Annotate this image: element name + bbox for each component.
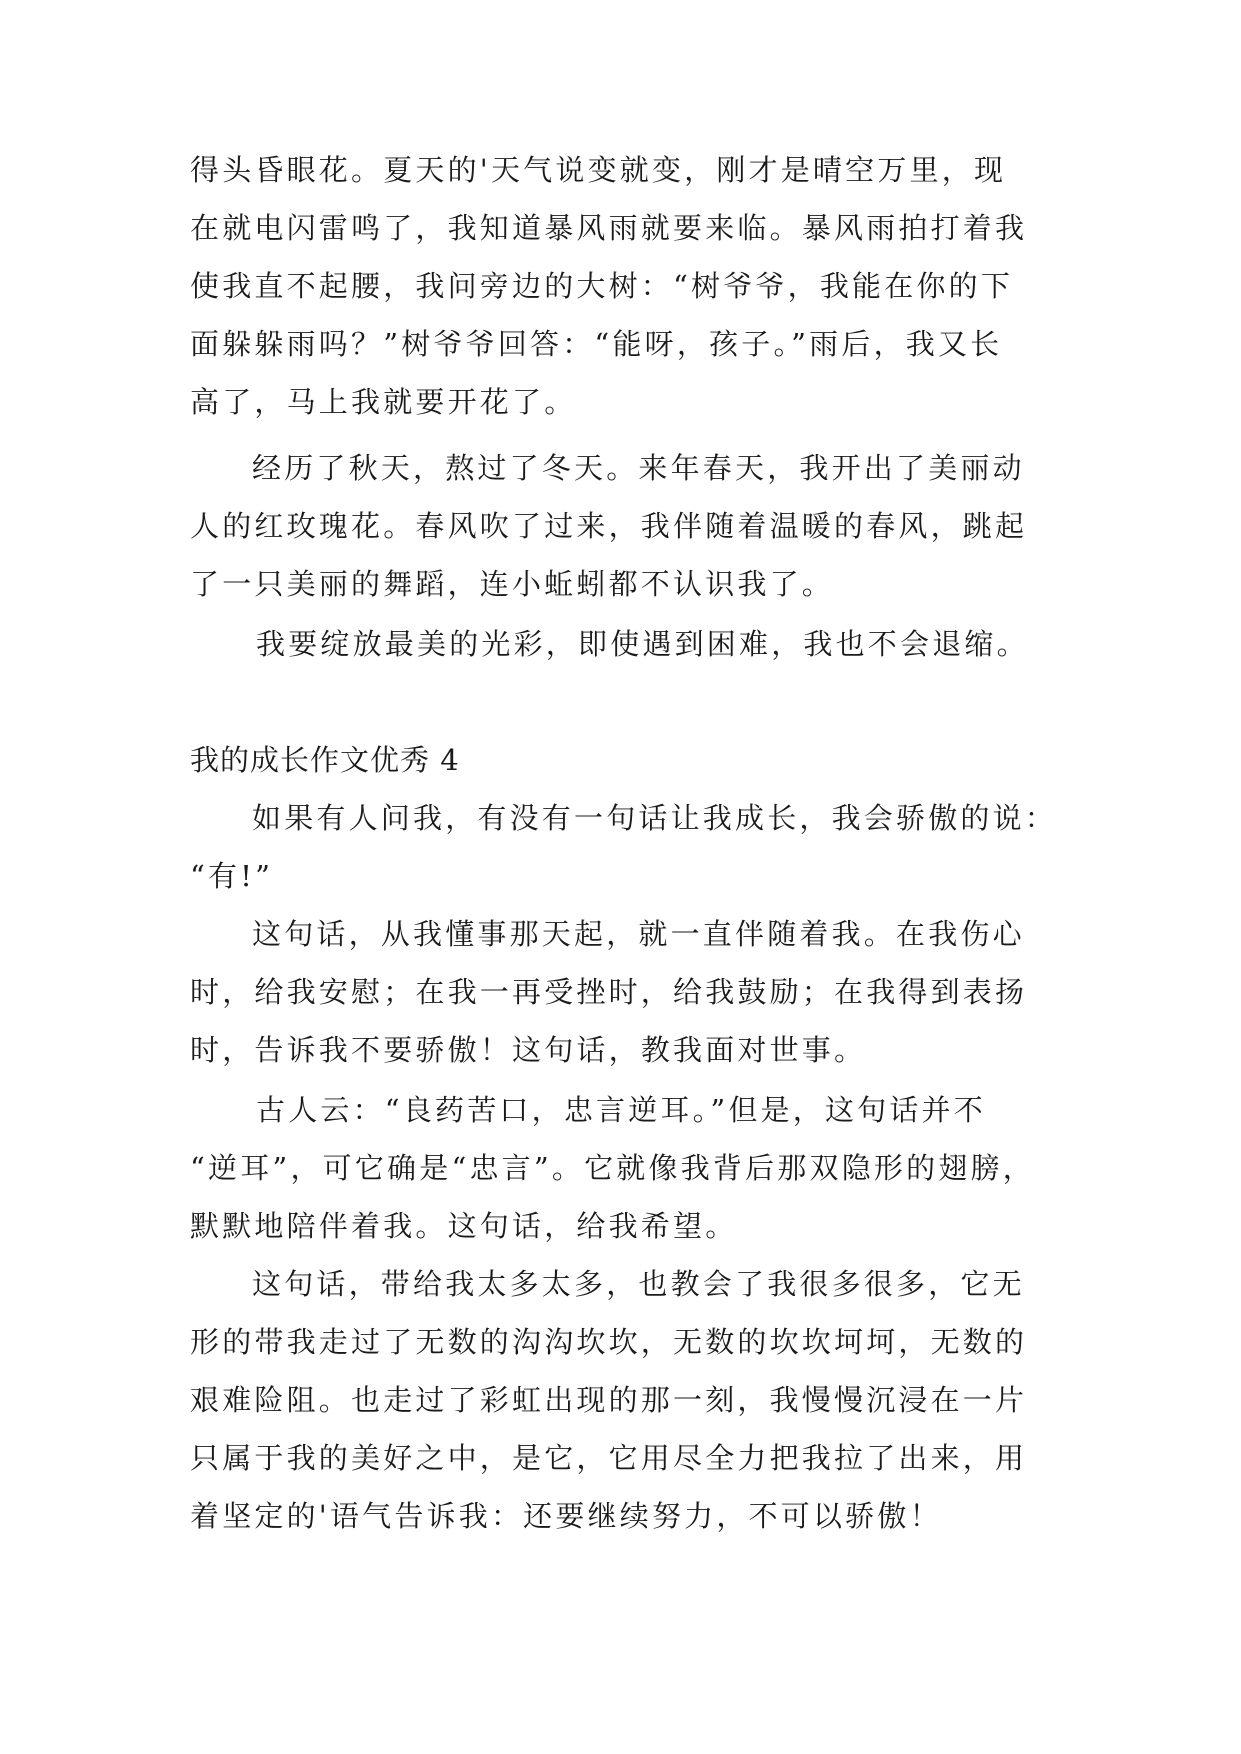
paragraph-line: 古人云：“良药苦口，忠言逆耳。”但是，这句话并不 bbox=[256, 1093, 986, 1127]
paragraph-line: 高了，马上我就要开花了。 bbox=[190, 385, 577, 419]
paragraph-line: 得头昏眼花。夏天的'天气说变就变，刚才是晴空万里，现 bbox=[190, 153, 1007, 187]
paragraph-line: 人的红玫瑰花。春风吹了过来，我伴随着温暖的春风，跳起 bbox=[190, 509, 1028, 543]
section-heading: 我的成长作文优秀 4 bbox=[190, 743, 460, 777]
paragraph-line: 形的带我走过了无数的沟沟坎坎，无数的坎坎坷坷，无数的 bbox=[190, 1325, 1028, 1359]
paragraph-line: 使我直不起腰，我问旁边的大树：“树爷爷，我能在你的下 bbox=[190, 269, 1014, 303]
paragraph-line: “逆耳”，可它确是“忠言”。它就像我背后那双隐形的翅膀， bbox=[190, 1151, 1035, 1185]
paragraph-line: 这句话，带给我太多太多，也教会了我很多很多，它无 bbox=[252, 1267, 1025, 1301]
paragraph-line: “有!” bbox=[190, 859, 274, 893]
paragraph-line: 面躲躲雨吗？”树爷爷回答：“能呀，孩子。”雨后，我又长 bbox=[190, 327, 1003, 361]
paragraph-line: 如果有人问我，有没有一句话让我成长，我会骄傲的说： bbox=[252, 801, 1058, 835]
paragraph-line: 默默地陪伴着我。这句话，给我希望。 bbox=[190, 1209, 738, 1243]
paragraph-line: 艰难险阻。也走过了彩虹出现的那一刻，我慢慢沉浸在一片 bbox=[190, 1383, 1028, 1417]
paragraph-line: 在就电闪雷鸣了，我知道暴风雨就要来临。暴风雨拍打着我 bbox=[190, 211, 1028, 245]
paragraph-line: 经历了秋天，熬过了冬天。来年春天，我开出了美丽动 bbox=[252, 451, 1025, 485]
paragraph-line: 时，给我安慰；在我一再受挫时，给我鼓励；在我得到表扬 bbox=[190, 975, 1028, 1009]
paragraph-line: 只属于我的美好之中，是它，它用尽全力把我拉了出来，用 bbox=[190, 1441, 1028, 1475]
paragraph-line: 着坚定的'语气告诉我：还要继续努力，不可以骄傲！ bbox=[190, 1499, 942, 1533]
paragraph-line: 我要绽放最美的光彩，即使遇到困难，我也不会退缩。 bbox=[256, 627, 1029, 661]
paragraph-line: 这句话，从我懂事那天起，就一直伴随着我。在我伤心 bbox=[252, 917, 1025, 951]
paragraph-line: 了一只美丽的舞蹈，连小蚯蚓都不认识我了。 bbox=[190, 567, 835, 601]
paragraph-line: 时，告诉我不要骄傲！这句话，教我面对世事。 bbox=[190, 1033, 867, 1067]
